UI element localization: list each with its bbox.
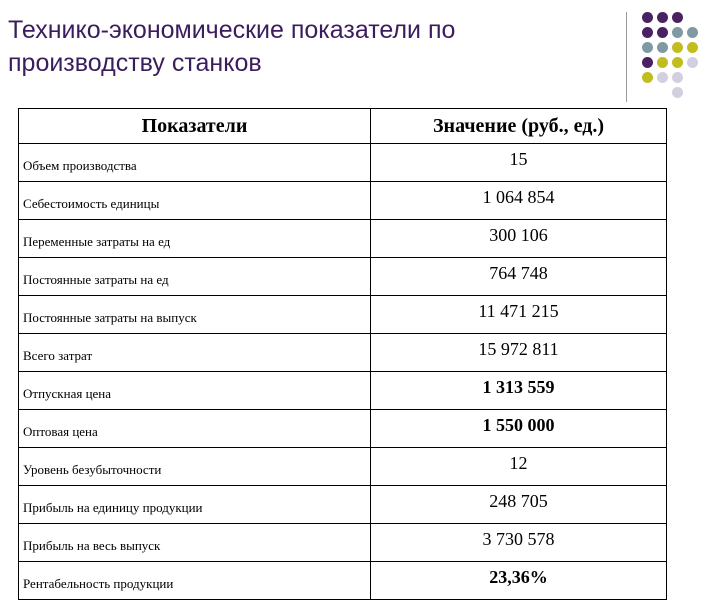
decorative-dot: [657, 72, 668, 83]
indicator-value: 12: [371, 448, 667, 486]
indicator-name: Прибыль на весь выпуск: [19, 524, 371, 562]
indicator-name: Себестоимость единицы: [19, 182, 371, 220]
indicator-value: 15: [371, 144, 667, 182]
indicators-table: [18, 108, 667, 600]
indicator-value: 23,36%: [371, 562, 667, 600]
decorative-dot: [642, 27, 653, 38]
indicator-name: Всего затрат: [19, 334, 371, 372]
decorative-dot: [657, 12, 668, 23]
header-value: Значение (руб., ед.): [371, 109, 667, 144]
decorative-dot: [687, 57, 698, 68]
decorative-dot: [672, 12, 683, 23]
decorative-dot: [687, 27, 698, 38]
table-row: [19, 334, 667, 372]
table-row: [19, 486, 667, 524]
table-row: [19, 524, 667, 562]
page-title-line-1: Технико-экономические показатели по: [8, 16, 456, 44]
indicator-name: Переменные затраты на ед: [19, 220, 371, 258]
indicator-value: 764 748: [371, 258, 667, 296]
indicator-name: Постоянные затраты на выпуск: [19, 296, 371, 334]
decorative-dot: [642, 72, 653, 83]
table-row: [19, 562, 667, 600]
table-row: [19, 448, 667, 486]
decorative-dot: [657, 42, 668, 53]
decorative-dot: [672, 87, 683, 98]
decorative-dot: [672, 57, 683, 68]
indicator-name: Рентабельность продукции: [19, 562, 371, 600]
table-row: [19, 410, 667, 448]
decorative-divider: [626, 12, 627, 102]
indicator-name: Оптовая цена: [19, 410, 371, 448]
indicator-value: 300 106: [371, 220, 667, 258]
table-row: [19, 182, 667, 220]
indicator-name: Постоянные затраты на ед: [19, 258, 371, 296]
table-row: [19, 144, 667, 182]
decorative-dot: [672, 27, 683, 38]
table-header-row: [19, 109, 667, 144]
indicator-value: 248 705: [371, 486, 667, 524]
table-row: [19, 220, 667, 258]
table-row: [19, 258, 667, 296]
indicator-name: Отпускная цена: [19, 372, 371, 410]
decorative-dot: [672, 42, 683, 53]
indicator-name: Прибыль на единицу продукции: [19, 486, 371, 524]
decorative-dot: [687, 42, 698, 53]
indicator-value: 11 471 215: [371, 296, 667, 334]
page-title-line-2: производству станков: [8, 49, 262, 77]
decorative-dot: [642, 42, 653, 53]
decorative-dot: [642, 57, 653, 68]
indicator-value: 15 972 811: [371, 334, 667, 372]
decorative-dot: [657, 27, 668, 38]
indicator-value: 1 550 000: [371, 410, 667, 448]
indicator-value: 3 730 578: [371, 524, 667, 562]
indicator-value: 1 313 559: [371, 372, 667, 410]
page-title: [8, 14, 608, 80]
indicator-value: 1 064 854: [371, 182, 667, 220]
table-row: [19, 296, 667, 334]
decorative-dot: [672, 72, 683, 83]
decorative-dot: [642, 12, 653, 23]
indicator-name: Уровень безубыточности: [19, 448, 371, 486]
decorative-dot-grid: [640, 10, 716, 120]
header-indicators: Показатели: [19, 109, 371, 144]
indicator-name: Объем производства: [19, 144, 371, 182]
decorative-dot: [657, 57, 668, 68]
table-row: [19, 372, 667, 410]
